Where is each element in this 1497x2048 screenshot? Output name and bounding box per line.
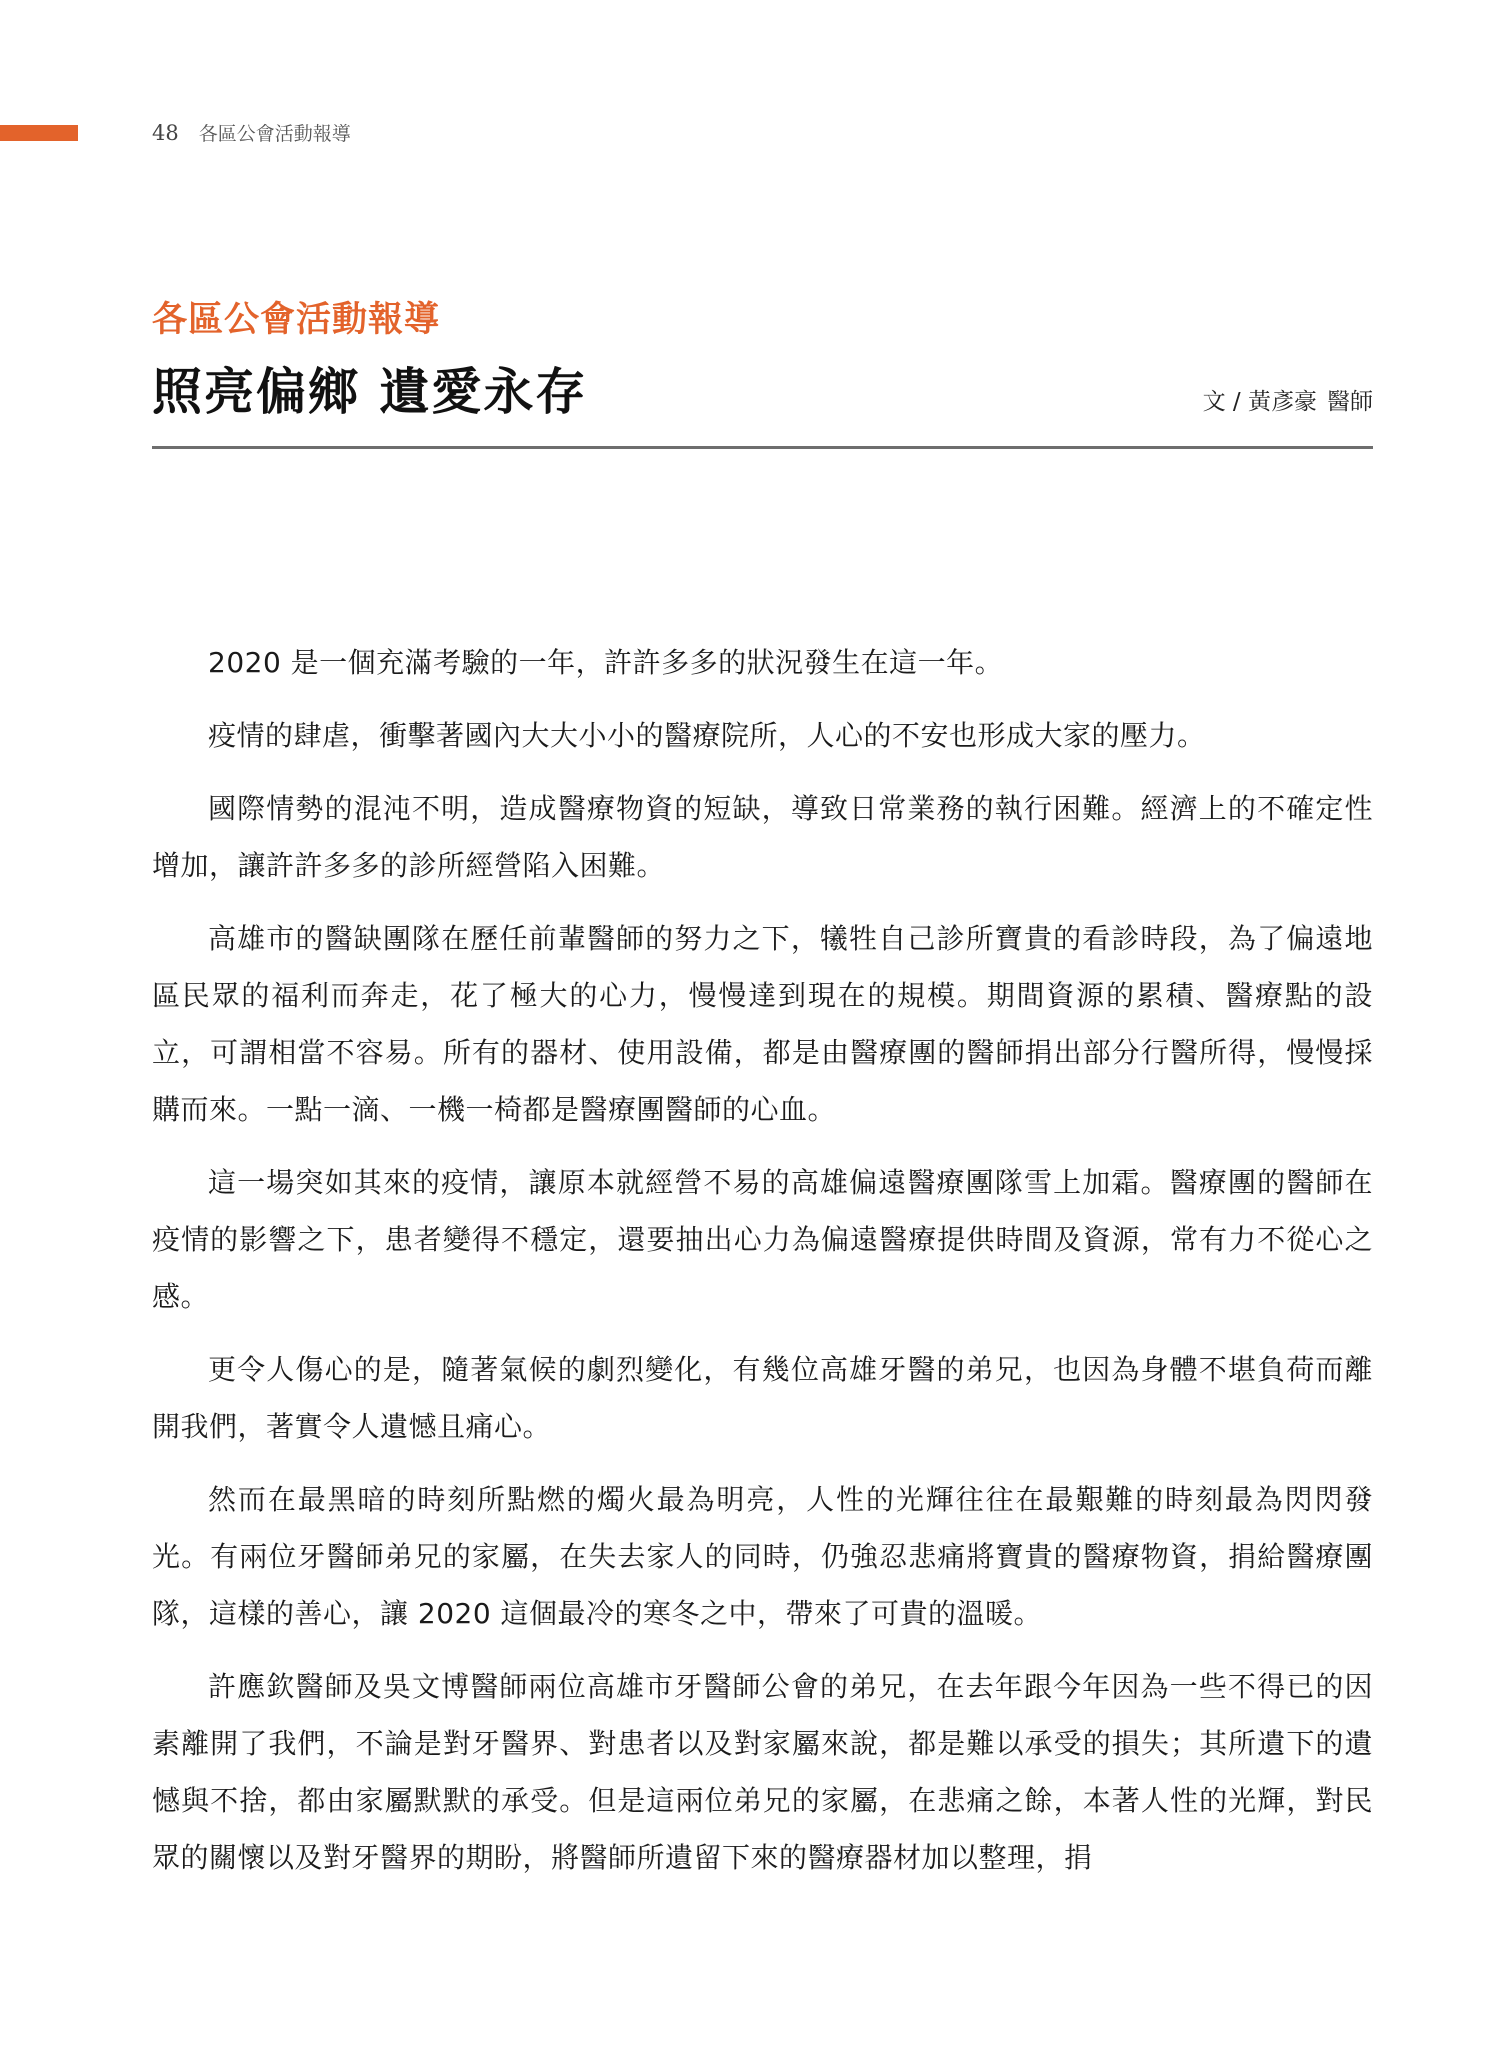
byline-author: 文 / 黃彥豪 xyxy=(1202,389,1317,415)
paragraph: 這一場突如其來的疫情，讓原本就經營不易的高雄偏遠醫療團隊雪上加霜。醫療團的醫師在疫情的影響之下，患者變得不穩定，還要抽出心力為偏遠醫療提供時間及資源，常有力不從心之感。 xyxy=(152,1166,1373,1313)
running-header xyxy=(152,119,351,146)
paragraph: 疫情的肆虐，衝擊著國內大大小小的醫療院所，人心的不安也形成大家的壓力。 xyxy=(208,719,1206,752)
running-header-section: 各區公會活動報導 xyxy=(198,123,351,145)
byline-role: 醫師 xyxy=(1327,389,1373,415)
article-body xyxy=(152,634,1373,1902)
paragraph: 然而在最黑暗的時刻所點燃的燭火最為明亮，人性的光輝往往在最艱難的時刻最為閃閃發光。有兩位牙醫師弟兄的家屬，在失去家人的同時，仍強忍悲痛將寶貴的醫療物資，捐給醫療團隊，這樣的善心，讓 2020 這個最冷的寒冬之中，帶來了可貴的溫暖。 xyxy=(152,1483,1373,1630)
paragraph: 國際情勢的混沌不明，造成醫療物資的短缺，導致日常業務的執行困難。經濟上的不確定性增加，讓許許多多的診所經營陷入困難。 xyxy=(152,792,1373,882)
article-title: 照亮偏鄉 遺愛永存 xyxy=(152,363,588,421)
title-divider xyxy=(152,446,1373,449)
paragraph: 2020 是一個充滿考驗的一年，許許多多的狀況發生在這一年。 xyxy=(208,646,1004,679)
section-kicker: 各區公會活動報導 xyxy=(152,300,441,340)
paragraph: 許應欽醫師及吳文博醫師兩位高雄市牙醫師公會的弟兄，在去年跟今年因為一些不得已的因素離開了我們，不論是對牙醫界、對患者以及對家屬來說，都是難以承受的損失；其所遺下的遺憾與不捨，都由家屬默默的承受。但是這兩位弟兄的家屬，在悲痛之餘，本著人性的光輝，對民眾的關懷以及對牙醫界的期盼，將醫師所遺留下來的醫療器材加以整理，捐 xyxy=(152,1670,1373,1874)
paragraph: 更令人傷心的是，隨著氣候的劇烈變化，有幾位高雄牙醫的弟兄，也因為身體不堪負荷而離開我們，著實令人遺憾且痛心。 xyxy=(152,1353,1373,1443)
accent-bar xyxy=(0,125,78,141)
byline xyxy=(1203,383,1373,416)
paragraph: 高雄市的醫缺團隊在歷任前輩醫師的努力之下，犧牲自己診所寶貴的看診時段，為了偏遠地區民眾的福利而奔走，花了極大的心力，慢慢達到現在的規模。期間資源的累積、醫療點的設立，可謂相當不容易。所有的器材、使用設備，都是由醫療團的醫師捐出部分行醫所得，慢慢採購而來。一點一滴、一機一椅都是醫療團醫師的心血。 xyxy=(152,922,1373,1126)
page-number: 48 xyxy=(152,121,179,145)
